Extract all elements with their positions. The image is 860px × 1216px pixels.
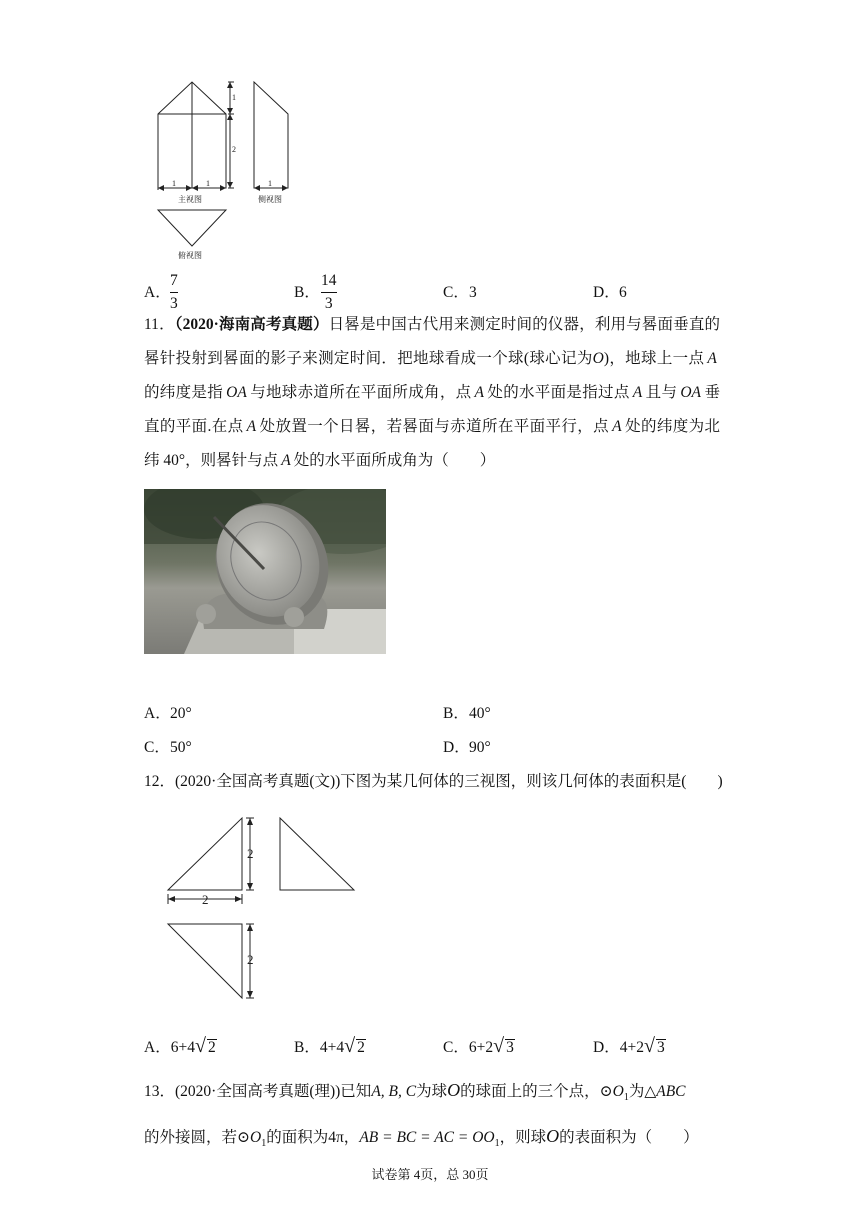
q11-question-text: 11．（2020·海南高考真题）日晷是中国古代用来测定时间的仪器，利用与晷面垂直的晷针投射到晷面的影子来测定时间．把地球看成一个球(球心记为O)，地球上一点 A 的纬度是指 OA 与地球赤道所在平面所成角，点 A 处的水平面是指过点 A 且与 OA 垂直的平面.在点 A 处放置一个日晷，若晷面与赤道所在平面平行，点 A 处的纬度为北纬 40°，则晷针与点 A 处的水平面所成角为（ ） xyxy=(144,316,720,469)
denominator: 3 xyxy=(324,295,333,312)
front-view-shape xyxy=(168,818,242,890)
side-view-label: 侧视图 xyxy=(258,195,282,204)
dim-label: 2 xyxy=(247,952,254,967)
option-b-fraction xyxy=(321,272,337,313)
top-view-shape xyxy=(158,210,226,246)
dim-label: 1 xyxy=(268,179,272,188)
option-letter: A． xyxy=(144,705,171,722)
dim-label: 1 xyxy=(206,179,210,188)
q13-question-line-2: 的外接圆，若$⊙O_1$的面积为4π，AB = BC = AC = $OO_1$，则球O的表面积为（ ） xyxy=(144,1126,699,1150)
q12-three-view-figure xyxy=(160,812,360,1004)
option-a-fraction xyxy=(170,272,178,313)
top-view-label: 俯视图 xyxy=(178,251,202,260)
option-letter: C． xyxy=(443,284,469,301)
option-letter: D． xyxy=(443,739,470,756)
option-letter: B． xyxy=(443,705,469,722)
option-d-value: 90° xyxy=(469,739,491,756)
page-footer: 试卷第 4页，总 30页 xyxy=(371,1167,489,1182)
radicand: 2 xyxy=(207,1039,216,1056)
side-view-shape xyxy=(254,82,288,188)
front-view-label: 主视图 xyxy=(178,195,202,204)
dim-label: 2 xyxy=(232,145,236,154)
numerator: 14 xyxy=(321,272,337,289)
option-c: C．6+2√ 3 xyxy=(443,1035,514,1057)
question-number: 11． xyxy=(144,316,175,333)
q10-three-view-figure xyxy=(150,76,290,266)
option-value: 6+4 xyxy=(170,1039,195,1056)
option-a: A．6+4√ 2 xyxy=(144,1035,216,1057)
option-letter: C． xyxy=(144,739,170,756)
dim-label: 1 xyxy=(172,179,176,188)
option-d: D．4+2√ 3 xyxy=(593,1035,665,1057)
option-c-value: 3 xyxy=(469,284,477,301)
q12-question-text: 12．(2020·全国高考真题(文))下图为某几何体的三视图，则该几何体的表面积是( ) xyxy=(144,773,723,790)
denominator: 3 xyxy=(170,295,178,312)
numerator: 7 xyxy=(170,272,178,289)
dim-label: 2 xyxy=(202,892,209,907)
option-letter: D． xyxy=(593,1039,620,1056)
question-source: （2020·海南高考真题） xyxy=(174,316,329,333)
option-b-value: 40° xyxy=(469,705,491,722)
option-b: B．4+4√ 2 xyxy=(294,1035,365,1057)
option-a-value: 20° xyxy=(170,705,192,722)
option-letter: A． xyxy=(144,1039,171,1056)
option-letter: B． xyxy=(294,284,320,301)
option-d-value: 6 xyxy=(619,284,627,301)
option-letter: D． xyxy=(593,284,620,301)
top-view-shape xyxy=(168,924,242,998)
option-letter: A． xyxy=(144,284,171,301)
radicand: 3 xyxy=(506,1039,514,1056)
option-letter: B． xyxy=(294,1039,320,1056)
dim-label: 1 xyxy=(232,93,236,102)
option-value: 4+2 xyxy=(619,1039,644,1056)
option-letter: C． xyxy=(443,1039,469,1056)
q13-question-line-1: 13．(2020·全国高考真题(理))已知A, B, C为球O的球面上的三个点，$⊙O_1$为△ABC xyxy=(144,1080,686,1104)
option-c-value: 50° xyxy=(170,739,192,756)
sundial-photo xyxy=(144,489,386,654)
option-value: 6+2 xyxy=(468,1039,494,1056)
option-value: 4+4 xyxy=(319,1039,345,1056)
dim-label: 2 xyxy=(247,846,254,861)
radicand: 3 xyxy=(656,1039,665,1056)
radicand: 2 xyxy=(357,1039,365,1056)
side-view-shape xyxy=(280,818,354,890)
